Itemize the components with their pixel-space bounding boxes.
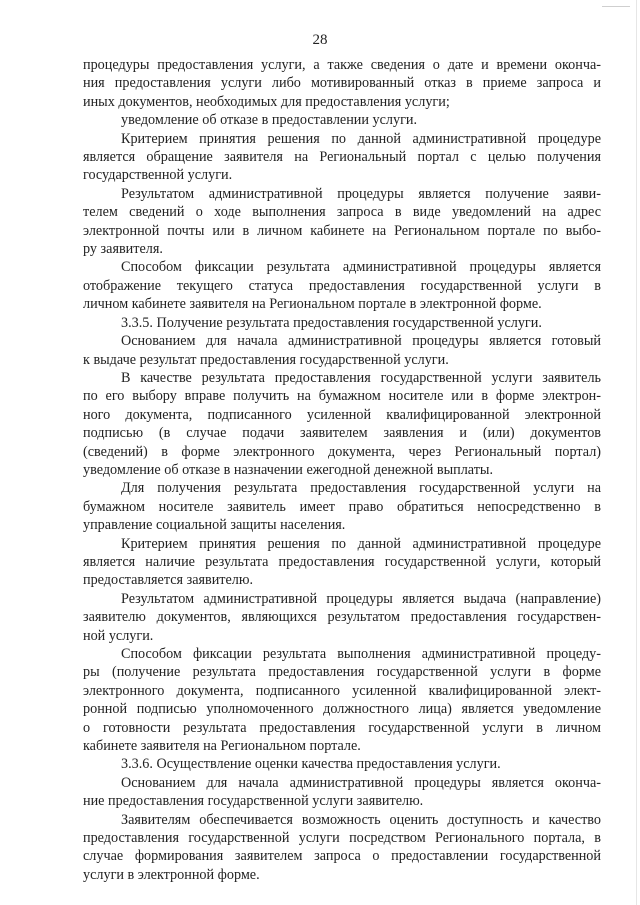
paragraph (83, 111, 601, 129)
text-line: к выдаче результат предоставления государственной услуги. (83, 351, 449, 368)
text-line: бумажном носителе заявитель имеет право обратиться непосредственно в (83, 498, 601, 515)
text-line: Способом фиксации результата административной процедуры является (121, 259, 601, 276)
text-line: Результатом административной процедуры является выдача (направление) (121, 590, 601, 607)
text-line: кабинете заявителя на Региональном портале. (83, 738, 361, 755)
paragraph (83, 590, 601, 645)
text-line: Для получения результата предоставления государственной услуги на (121, 480, 601, 497)
text-line: Способом фиксации результата выполнения административной процеду- (121, 646, 601, 662)
text-line: ры (получение результата предоставления государственной услуги в форме (83, 664, 601, 681)
text-line: управление социальной защиты населения. (83, 517, 346, 534)
document-body (83, 56, 601, 884)
text-line: Основанием для начала административной процедуры является оконча- (121, 774, 601, 791)
text-line: иных документов, необходимых для предоставления услуги; (83, 93, 450, 110)
text-line: предоставления государственной услуги посредством Регионального портала, в (83, 830, 601, 847)
text-line: личном кабинете заявителя на Региональном портале в электронной форме. (83, 296, 542, 313)
text-line: В качестве результата предоставления государственной услуги заявитель (121, 369, 601, 386)
paragraph (83, 645, 601, 755)
text-line: 3.3.6. Осуществление оценки качества предоставления услуги. (121, 756, 501, 773)
text-line: является наличие результата предоставления государственной услуги, который (83, 553, 601, 570)
paragraph (83, 130, 601, 185)
text-line: о готовности результата предоставления государственной услуги в личном (83, 719, 601, 736)
text-line: ронной подписью уполномоченного должностного лица) является уведомление (83, 701, 601, 718)
text-line: заявителю документов, являющихся результатом предоставления государствен- (83, 609, 601, 626)
text-line: Заявителям обеспечивается возможность оценить доступность и качество (121, 811, 601, 828)
paragraph (83, 535, 601, 590)
text-line: уведомление об отказе в предоставлении услуги. (121, 112, 418, 129)
paragraph (83, 755, 601, 773)
text-line: Критерием принятия решения по данной административной процедуре (121, 535, 601, 552)
text-line: ния предоставления услуги либо мотивированный отказ в приеме запроса и (83, 75, 601, 92)
text-line: процедуры предоставления услуги, а также сведения о дате и времени оконча- (83, 57, 601, 73)
paragraph (83, 56, 601, 111)
text-line: Основанием для начала административной процедуры является готовый (121, 333, 601, 350)
text-line: является обращение заявителя на Региональный портал с целью получения (83, 149, 601, 166)
text-line: предоставляется заявителю. (83, 572, 254, 589)
paragraph (83, 185, 601, 259)
text-line: (сведений) в форме электронного документа, через Региональный портал) (83, 443, 601, 460)
paragraph (83, 479, 601, 534)
text-line: ру заявителя. (83, 241, 163, 258)
text-line: ного документа, подписанного усиленной квалифицированной электронной (83, 406, 601, 423)
text-line: 3.3.5. Получение результата предоставления государственной услуги. (121, 314, 542, 331)
text-line: Результатом административной процедуры является получение заяви- (121, 185, 601, 202)
paragraph (83, 314, 601, 332)
page-number: 28 (312, 32, 328, 48)
text-line: электронной почты или в личном кабинете на Региональном портале по выбо- (83, 222, 601, 239)
corner-scan-mark (602, 6, 630, 7)
text-line: отображение текущего статуса предоставления государственной услуги в (83, 277, 601, 294)
text-line: Критерием принятия решения по данной административной процедуре (121, 130, 601, 147)
text-line: телем сведений о ходе выполнения запроса в виде уведомлений на адрес (83, 204, 601, 221)
paragraph (83, 332, 601, 369)
text-line: по его выбору вправе получить на бумажном носителе или в форме электрон- (83, 388, 601, 405)
text-line: государственной услуги. (83, 167, 233, 184)
text-line: ной услуги. (83, 627, 154, 644)
paragraph (83, 369, 601, 479)
paragraph (83, 774, 601, 811)
text-line: ние предоставления государственной услуги заявителю. (83, 793, 424, 810)
paragraph (83, 258, 601, 313)
text-line: случае формирования заявителем запроса о предоставлении государственной (83, 848, 601, 865)
page-edge-line (636, 0, 637, 905)
text-line: уведомление об отказе в назначении ежегодной денежной выплаты. (83, 461, 494, 478)
text-line: подписью (в случае подачи заявителем заявления и (или) документов (83, 425, 601, 442)
text-line: услуги в электронной форме. (83, 866, 260, 883)
text-line: электронного документа, подписанного усиленной квалифицированной элект- (83, 682, 601, 699)
paragraph (83, 811, 601, 885)
